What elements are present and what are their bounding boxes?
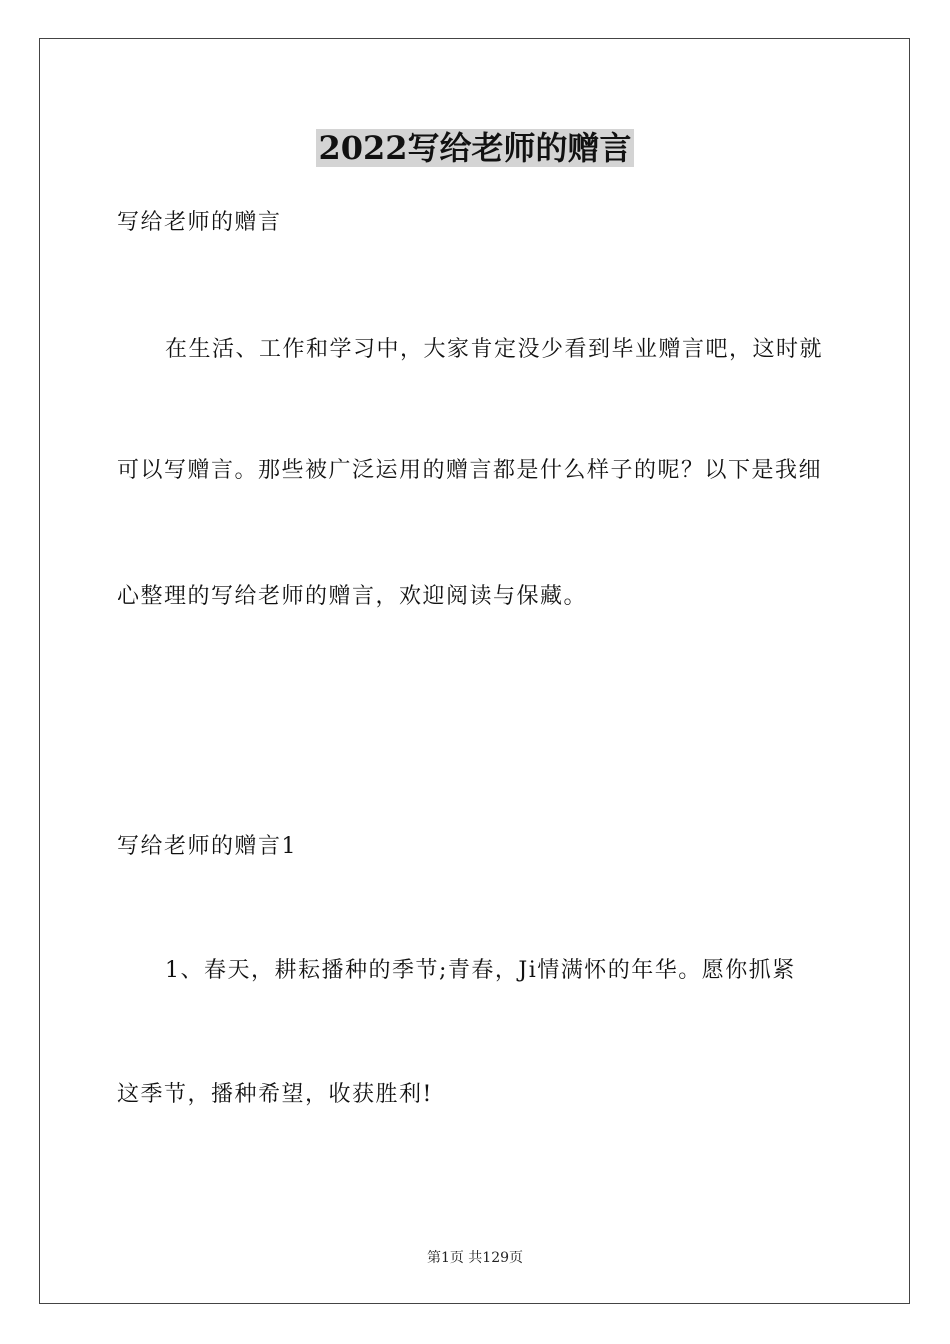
document-title — [0, 126, 950, 170]
intro-paragraph-line: 心整理的写给老师的赠言，欢迎阅读与保藏。 — [117, 584, 588, 609]
section-paragraph-line: 1、春天，耕耘播种的季节;青春，Ji情满怀的年华。愿你抓紧 — [165, 958, 796, 983]
page-footer: 第1页 共129页 — [426, 1250, 524, 1266]
section-heading: 写给老师的赠言1 — [117, 834, 297, 859]
document-title-text: 2022写给老师的赠言 — [318, 129, 632, 167]
intro-paragraph-line: 可以写赠言。那些被广泛运用的赠言都是什么样子的呢？以下是我细 — [117, 458, 823, 483]
document-subtitle: 写给老师的赠言 — [117, 210, 282, 235]
section-paragraph-line: 这季节，播种希望，收获胜利! — [117, 1082, 433, 1107]
intro-paragraph-line: 在生活、工作和学习中，大家肯定没少看到毕业赠言吧，这时就 — [165, 337, 824, 362]
